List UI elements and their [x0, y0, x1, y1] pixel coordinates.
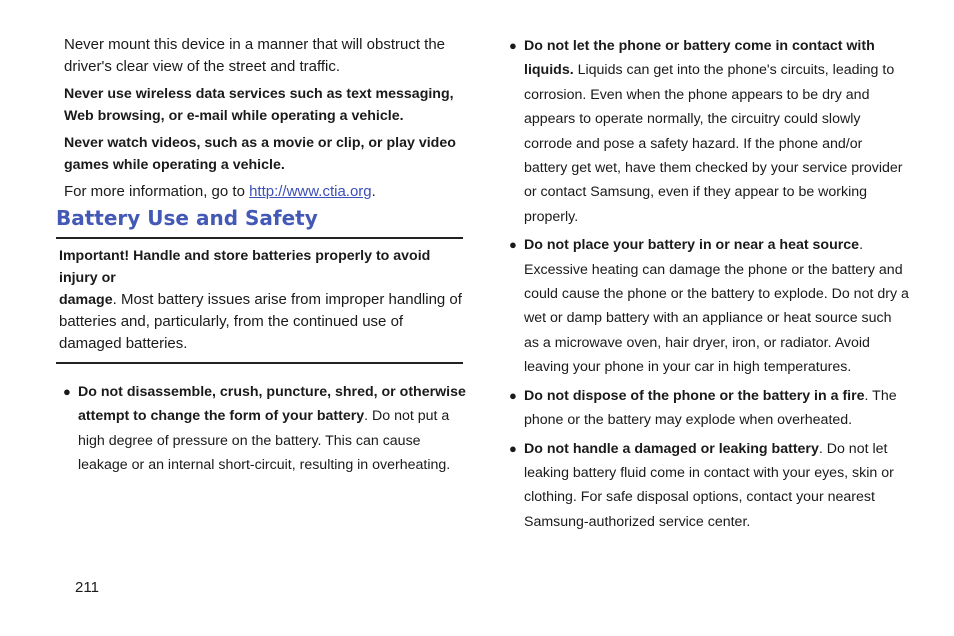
important-bold-line1: Handle and store batteries properly to avoid injury or: [59, 248, 431, 286]
bullet-text: . Excessive heating can damage the phone or the battery and could cause the phone or the battery to explode. Do not dry a wet or damp battery with an appliance or heat source such as a microwave oven, hair dryer, iron, or radiator. Avoid leaving your phone in your car in high temperatures.: [524, 237, 909, 376]
bullet-bold-text: Do not let the phone or battery come in contact with liquids.: [524, 38, 875, 79]
bullet-bold-text: Do not place your battery in or near a heat source: [524, 237, 860, 254]
right-column: [509, 34, 909, 538]
bullet-bold-text: Do not disassemble, crush, puncture, shred, or otherwise attempt to change the form of your battery: [78, 384, 466, 425]
bullet-disassemble: [56, 380, 466, 478]
important-bold-line2: damage: [59, 292, 113, 308]
intro-paragraph-2: Never use wireless data services such as text messaging, Web browsing, or e-mail while operating a vehicle.: [64, 86, 454, 124]
section-title: Battery Use and Safety: [56, 206, 318, 230]
important-normal-text: . Most battery issues arise from improper handling of batteries and, particularly, from the continued use of damaged batteries.: [59, 291, 462, 352]
bullet-leaking: [509, 437, 909, 535]
bullet-bold-text: Do not handle a damaged or leaking battery: [524, 440, 819, 457]
important-note: [56, 237, 463, 364]
bullet-dot-icon: ●: [63, 384, 71, 399]
important-body: [56, 289, 463, 355]
bullet-text: . Do not let leaking battery fluid come in contact with your eyes, skin or clothing. For safe disposal options, contact your nearest Samsung-authorized service center.: [524, 440, 894, 530]
bullet-text: . The phone or the battery may explode when overheated.: [524, 387, 897, 429]
bullet-text: . Do not put a high degree of pressure on the battery. This can cause leakage or an internal short-circuit, resulting in overheating.: [78, 408, 451, 474]
page-number: 211: [75, 579, 99, 596]
intro-paragraph-3: Never watch videos, such as a movie or clip, or play video games while operating a vehicle.: [64, 135, 456, 173]
intro-paragraph-1: Never mount this device in a manner that will obstruct the driver's clear view of the street and traffic.: [64, 36, 446, 75]
bullet-dot-icon: ●: [509, 237, 517, 253]
more-info-paragraph: [56, 181, 466, 203]
bullet-dot-icon: ●: [509, 38, 517, 53]
bullet-liquids: [509, 34, 909, 229]
bullet-heat-source: [509, 233, 909, 379]
more-info-prefix: For more information, go to: [64, 183, 250, 200]
bullet-dot-icon: ●: [509, 387, 517, 403]
more-info-suffix: .: [371, 183, 376, 200]
ctia-link[interactable]: http://www.ctia.org: [249, 183, 372, 200]
bullet-text: Liquids can get into the phone's circuits, leading to corrosion. Even when the phone appears to be dry and appears to operate normally, the circuitry could slowly corrode and pose a safety hazard. If the phone and/or battery get wet, have them checked by your service provider or contact Samsung, even if they appear to be working properly.: [524, 62, 903, 225]
bullet-dot-icon: ●: [509, 440, 517, 456]
important-label: Important!: [59, 248, 130, 264]
bullet-fire: [509, 384, 909, 433]
left-column: [56, 34, 466, 478]
bullet-bold-text: Do not dispose of the phone or the battery in a fire: [524, 387, 865, 404]
